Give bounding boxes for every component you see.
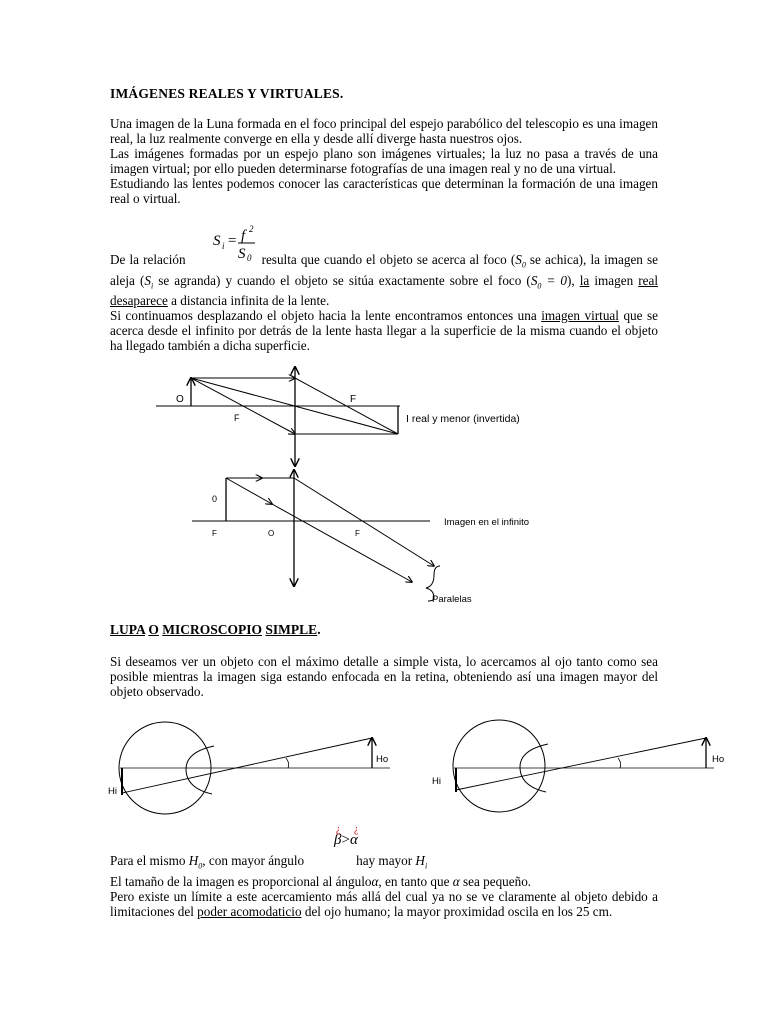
underlined-imagen-virtual: imagen virtual [541,308,619,324]
label-f-right: F [355,529,360,538]
caption-infinity: Imagen en el infinito [444,517,530,528]
lens-left [186,746,214,794]
formula-den: S [238,246,246,262]
label-hi-right: Hi [432,776,441,787]
symbol-gt: > [341,832,350,848]
text-segment: sea pequeño. [459,873,532,889]
text-segment: Si continuamos desplazando el objeto hacia la lente encontramos entonces una [110,308,542,324]
symbol-si: S [144,272,151,288]
label-f-top: F [350,394,357,405]
label-hi-left: Hi [108,786,117,797]
label-ho-left: Ho [376,754,389,765]
symbol-beta: β [334,832,342,848]
text-segment: resulta que cuando el objeto se acerca al foco ( [261,252,516,267]
paragraph-angle [110,853,658,919]
symbol-h0: H [188,853,199,868]
text-de-la-relacion: De la relación [110,252,186,267]
label-0: 0 [212,494,218,504]
placeholder-mark-2: ¿ [354,824,359,835]
section-title-real-virtual: IMÁGENES REALES Y VIRTUALES. [110,86,344,101]
text-segment: ), [567,272,580,288]
label-o-axis: O [268,529,275,538]
symbol-alpha: α [349,832,358,848]
caption-real-image: I real y menor (invertida) [406,413,520,425]
paragraph-1: Una imagen de la Luna formada en el foco principal del espejo parabólico del telescopio es una imagen real, la luz realmente converge en ella y desde allí diverge hasta nuestros ojos. [110,116,658,146]
label-f-bottom: F [234,413,240,423]
formula-lhs: S [213,233,221,249]
text-segment: se agranda) y cuando el objeto se sitúa exactamente sobre el foco ( [153,272,531,288]
text-segment: que se acerca desde el infinito por detrás de la lente hasta llegar a la superficie de la misma cuando el objeto ha llegado también a dicha superficie. [110,308,658,354]
symbol-alpha-1: α [371,873,379,889]
symbol-eq-zero: = 0 [541,272,568,288]
line-mismo-h0 [110,853,658,874]
text-segment: se achica), la imagen se aleja ( [110,252,658,288]
symbol-s0-sub: 0 [521,260,526,270]
angle-arc-right [618,758,621,768]
symbol-s0b-sub: 0 [537,281,542,291]
ray-left [122,738,372,793]
label-f-left: F [212,529,217,538]
eyeball-right [453,720,545,812]
text-segment: El tamaño de la imagen es proporcional al ángulo [110,873,372,889]
title-lupa: LUPA [110,622,146,637]
formula-lhs-sub: i [222,241,225,251]
line-proporcional [110,874,658,889]
formula-num: f [241,228,246,244]
eye-diagram-left [108,722,390,814]
title-dot: . [317,622,321,637]
angle-arc-left [286,758,289,768]
symbol-hi-sub: i [424,861,428,871]
symbol-h0-sub: 0 [198,861,203,871]
symbol-s0b: S [530,272,538,288]
placeholder-mark-1: ¿ [336,824,341,835]
symbol-alpha-2: α [452,873,460,889]
formula-num-sup: 2 [249,224,254,234]
title-simple: SIMPLE [265,622,318,637]
text-segment: a distancia infinita de la lente. [167,293,330,309]
label-ho-right: Ho [712,754,725,765]
underlined-la: la [579,272,590,288]
line-limite [110,889,658,919]
symbol-si-sub: i [150,281,154,291]
formula-den-sub: 0 [247,253,252,262]
paragraph-lupa-text: Si deseamos ver un objeto con el máximo detalle a simple vista, lo acercamos al ojo tanto como sea posible mientras la imagen siga estando enfocada en la retina, obteniendo así una imagen mayor del objeto observado. [110,654,658,699]
text-segment: Pero existe un límite a este acercamiento más allá del cual ya no se ve claramente al objeto debido a limitaciones del [110,888,658,919]
paragraph-2: Las imágenes formadas por un espejo plano son imágenes virtuales; la luz no pasa a través de una imagen virtual; por ello pueden determinarse fotografías de una imagen real y no de una virtual. [110,146,658,176]
title-microscopio: MICROSCOPIO [162,622,263,637]
title-o: O [148,622,159,637]
underlined-real-desaparece: real desaparece [110,272,658,309]
text-segment: imagen [589,272,639,288]
text-segment: Para el mismo [110,853,189,868]
paragraph-3: Estudiando las lentes podemos conocer las características que determinan la formación de una imagen real o virtual. [110,176,658,206]
eye-diagram-right [432,720,724,812]
symbol-s0: S [515,252,522,267]
caption-paralelas: Paralelas [432,594,472,605]
ray-right [456,738,706,790]
formula-eq: = [227,233,238,249]
label-o: O [176,394,184,405]
text-segment: del ojo humano; la mayor proximidad oscila en los 25 cm. [301,903,613,919]
text-segment: , en tanto que [378,873,453,889]
symbol-hi: H [415,853,425,868]
inequality-beta-alpha [334,824,359,849]
underlined-poder-acomodaticio: poder acomodaticio [197,903,302,919]
text-segment: , con mayor ángulo [202,853,305,868]
text-segment: hay mayor [356,853,416,868]
